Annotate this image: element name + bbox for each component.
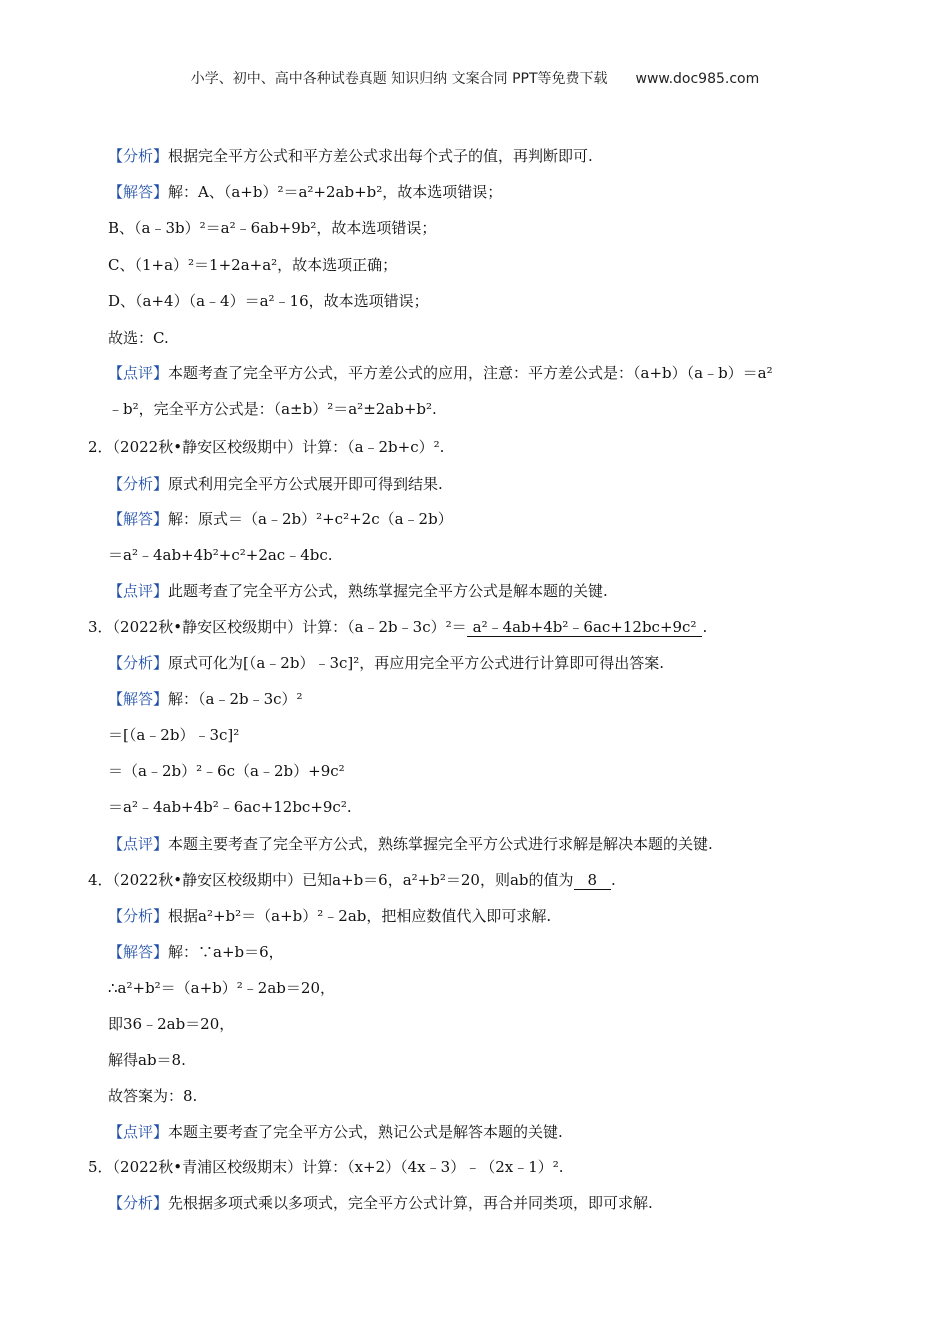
tag-comment: 【点评】	[108, 835, 169, 853]
page-header	[0, 68, 950, 88]
line-answer-4: 【解答】解：∵a+b＝6，	[108, 943, 284, 961]
tag-answer: 【解答】	[108, 690, 169, 708]
question-5: 5．（2022秋•青浦区校级期末）计算：（x+2）（4x﹣3）﹣（2x﹣1）².	[88, 1158, 564, 1176]
tag-analysis: 【分析】	[108, 1194, 169, 1212]
line-answer-2: 【解答】解：原式＝（a﹣2b）²+c²+2c（a﹣2b）	[108, 510, 453, 528]
line-text: ∴a²+b²＝（a+b）²﹣2ab＝20，	[108, 979, 335, 997]
line-text: ＝（a﹣2b）²﹣6c（a﹣2b）+9c²	[108, 762, 345, 780]
answer-blank: a²﹣4ab+4b²﹣6ac+12bc+9c²	[467, 618, 703, 637]
line-text: ﹣b²，完全平方公式是：（a±b）²＝a²±2ab+b².	[108, 400, 437, 418]
tag-comment: 【点评】	[108, 364, 169, 382]
line-text: ＝a²﹣4ab+4b²﹣6ac+12bc+9c².	[108, 798, 352, 816]
line-analysis-4: 【分析】根据a²+b²＝（a+b）²﹣2ab，把相应数值代入即可求解.	[108, 907, 552, 925]
line-text: ＝[（a﹣2b）﹣3c]²	[108, 726, 240, 744]
line-answer-1: 【解答】解：A、（a+b）²＝a²+2ab+b²，故本选项错误；	[108, 183, 503, 201]
tag-analysis: 【分析】	[108, 475, 169, 493]
question-number: 3．	[88, 618, 113, 636]
line-text: B、（a﹣3b）²＝a²﹣6ab+9b²，故本选项错误；	[108, 219, 437, 237]
answer-blank: 8	[574, 871, 612, 890]
tag-analysis: 【分析】	[108, 147, 169, 165]
question-4: 4．（2022秋•静安区校级期中）已知a+b＝6，a²+b²＝20，则ab的值为 8 .	[88, 871, 616, 889]
question-number: 2．	[88, 438, 113, 456]
tag-analysis: 【分析】	[108, 654, 169, 672]
question-2: 2．（2022秋•静安区校级期中）计算：（a﹣2b+c）².	[88, 438, 445, 456]
line-analysis-3: 【分析】原式可化为[（a﹣2b）﹣3c]²，再应用完全平方公式进行计算即可得出答案.	[108, 654, 665, 672]
question-number: 4．	[88, 871, 113, 889]
line-text: C、（1+a）²＝1+2a+a²，故本选项正确；	[108, 256, 398, 274]
tag-comment: 【点评】	[108, 582, 169, 600]
tag-answer: 【解答】	[108, 510, 169, 528]
line-text: ＝a²﹣4ab+4b²+c²+2ac﹣4bc.	[108, 546, 333, 564]
line-text: 解得ab＝8.	[108, 1051, 186, 1069]
tag-analysis: 【分析】	[108, 907, 169, 925]
line-comment-2: 【点评】此题考查了完全平方公式，熟练掌握完全平方公式是解本题的关键.	[108, 582, 608, 600]
line-comment-1: 【点评】本题考查了完全平方公式，平方差公式的应用，注意：平方差公式是：（a+b）（a﹣b）＝a²	[108, 364, 773, 382]
line-comment-3: 【点评】本题主要考查了完全平方公式，熟练掌握完全平方公式进行求解是解决本题的关键.	[108, 835, 713, 853]
line-analysis-1: 【分析】根据完全平方公式和平方差公式求出每个式子的值，再判断即可.	[108, 147, 593, 165]
line-analysis-2: 【分析】原式利用完全平方公式展开即可得到结果.	[108, 475, 443, 493]
header-text: 小学、初中、高中各种试卷真题 知识归纳 文案合同 PPT等免费下载	[190, 71, 608, 87]
question-number: 5．	[88, 1158, 113, 1176]
tag-comment: 【点评】	[108, 1123, 169, 1141]
line-text: 故选：C.	[108, 329, 169, 347]
line-text: 即36﹣2ab＝20，	[108, 1015, 235, 1033]
tag-answer: 【解答】	[108, 943, 169, 961]
line-answer-3: 【解答】解：（a﹣2b﹣3c）²	[108, 690, 303, 708]
header-site: www.doc985.com	[635, 71, 760, 87]
line-analysis-5: 【分析】先根据多项式乘以多项式，完全平方公式计算，再合并同类项，即可求解.	[108, 1194, 653, 1212]
question-3: 3．（2022秋•静安区校级期中）计算：（a﹣2b﹣3c）²＝ a²﹣4ab+4b²﹣6ac+12bc+9c² .	[88, 618, 708, 636]
tag-answer: 【解答】	[108, 183, 169, 201]
line-text: D、（a+4）（a﹣4）＝a²﹣16，故本选项错误；	[108, 292, 429, 310]
line-text: 故答案为：8.	[108, 1087, 198, 1105]
line-comment-4: 【点评】本题主要考查了完全平方公式，熟记公式是解答本题的关键.	[108, 1123, 563, 1141]
